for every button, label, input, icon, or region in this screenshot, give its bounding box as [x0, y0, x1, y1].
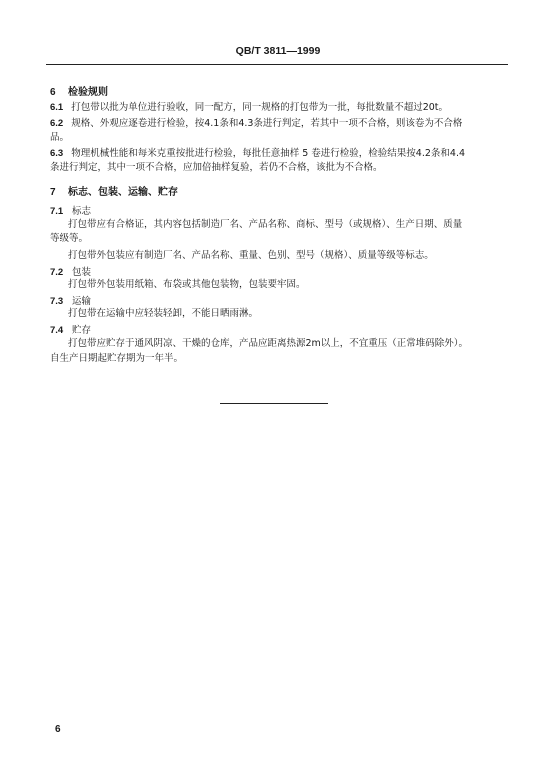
- clause-6-1: [50, 101, 448, 115]
- subsection-7-4-title: 贮存: [72, 325, 92, 336]
- clause-7-1-para-1: 打包带应有合格证，其内容包括制造厂名、产品名称、商标、型号（或规格）、生产日期、质量: [68, 219, 463, 230]
- section-7-number: 7: [50, 187, 56, 198]
- subsection-7-4-number: 7.4: [50, 325, 64, 336]
- clause-6-3-text: 物理机械性能和每米克重按批进行检验，每批任意抽样 5 卷进行检验，检验结果按4.2条和4.4: [71, 148, 466, 159]
- subsection-7-3-heading: [50, 293, 91, 307]
- subsection-7-2-title: 包装: [72, 267, 92, 278]
- clause-6-1-text: 打包带以批为单位进行验收，同一配方，同一规格的打包带为一批，每批数量不超过20t。: [71, 102, 449, 113]
- clause-6-3: [50, 147, 465, 161]
- header-rule: [46, 64, 508, 65]
- clause-7-4-para: 打包带应贮存于通风阴凉、干燥的仓库，产品应距离热源2m以上，不宜重压（正常堆码除外）。: [68, 338, 469, 349]
- subsection-7-4-heading: [50, 322, 91, 336]
- section-6-number: 6: [50, 87, 56, 98]
- clause-6-2-text: 规格、外观应逐卷进行检验，按4.1条和4.3条进行判定，若其中一项不合格，则该卷为不合格: [71, 118, 463, 129]
- clause-7-1-para-1-cont: 等级等。: [50, 233, 89, 244]
- clause-7-1-para-2: 打包带外包装应有制造厂名、产品名称、重量、色别、型号（规格）、质量等级等标志。: [68, 250, 434, 261]
- subsection-7-3-title: 运输: [72, 296, 92, 307]
- section-6-title: 检验规则: [68, 87, 108, 98]
- clause-6-3-cont: 条进行判定，其中一项不合格，应加倍抽样复验，若仍不合格，该批为不合格。: [50, 162, 383, 173]
- subsection-7-1-heading: [50, 203, 91, 217]
- subsection-7-3-number: 7.3: [50, 296, 64, 307]
- section-7-heading: [50, 183, 178, 198]
- subsection-7-2-number: 7.2: [50, 267, 64, 278]
- clause-6-2: [50, 117, 462, 131]
- section-7-title: 标志、包装、运输、贮存: [68, 187, 178, 198]
- clause-7-4-para-cont: 自生产日期起贮存期为一年半。: [50, 353, 184, 364]
- standard-code-header: QB/T 3811—1999: [235, 45, 321, 57]
- subsection-7-1-number: 7.1: [50, 206, 64, 217]
- clause-7-2-para: 打包带外包装用纸箱、布袋或其他包装物，包装要牢固。: [68, 279, 306, 290]
- clause-6-1-number: 6.1: [50, 102, 64, 113]
- page-number: 6: [55, 724, 61, 735]
- clause-6-3-number: 6.3: [50, 148, 64, 159]
- section-6-heading: [50, 83, 108, 98]
- subsection-7-2-heading: [50, 264, 91, 278]
- end-of-document-rule: [220, 403, 328, 404]
- clause-6-2-cont: 品。: [50, 132, 70, 143]
- clause-7-3-para: 打包带在运输中应轻装轻卸，不能日晒雨淋。: [68, 308, 259, 319]
- clause-6-2-number: 6.2: [50, 118, 64, 129]
- subsection-7-1-title: 标志: [72, 206, 92, 217]
